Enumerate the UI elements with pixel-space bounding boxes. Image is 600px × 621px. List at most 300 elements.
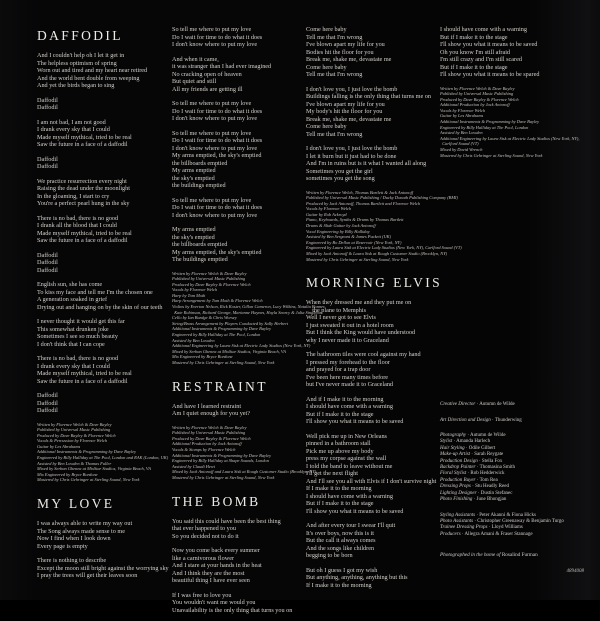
lyric-line: And the world bent double from weeping <box>37 74 140 82</box>
credit-separator: · <box>466 433 470 439</box>
footnote-prefix: Photographed in the home of <box>440 552 502 559</box>
lyric-line: You wouldn't want me would you <box>172 599 256 607</box>
lyric-line: If I make it to the morning <box>306 581 372 589</box>
lyric-line: and prayed for a trap door <box>306 366 371 374</box>
lyric-line: The helpless optimism of spring <box>37 59 117 67</box>
credit-role: Producers <box>440 531 461 537</box>
lyric-line: Made myself mythical, tried to be real <box>37 133 132 141</box>
lyric-line: There is nothing to describe <box>37 557 107 565</box>
credit-separator: · <box>470 452 475 458</box>
song-credits-block <box>172 424 317 481</box>
credit-name: Amanda Harlech <box>456 439 491 445</box>
production-credit-group <box>440 433 590 503</box>
credit-line: Additional Engineering by Laura Sisk at Electric Lady Studios (New York, NY), <box>440 135 580 141</box>
credit-name: Autumn de Wilde <box>470 433 506 439</box>
lyric-line: But if I make it to the stage <box>306 500 374 508</box>
credit-line: Carlford Sound (VT) <box>440 141 479 147</box>
lyric-line: I'll get the next flight <box>306 470 358 478</box>
lyric-stanza <box>172 26 304 49</box>
credit-role: Stylist <box>440 439 453 445</box>
lyric-line: The buildings emptied <box>172 256 228 263</box>
credit-line: Written by Florence Welch & Dave Bayley <box>172 270 247 276</box>
lyric-stanza <box>37 355 171 385</box>
lyric-line: When they dressed me and they put me on <box>306 299 412 307</box>
lyric-line: My arms emptied <box>172 226 216 233</box>
production-credit-group <box>440 418 590 424</box>
lyric-line: But anything, anything, anything but this <box>306 574 408 582</box>
credit-line: Assisted by Ben Lowden <box>440 130 483 136</box>
lyric-line: Daffodil <box>37 104 58 111</box>
lyric-line: And after every tour I swear I'll quit <box>306 522 396 530</box>
credit-separator: · <box>475 402 480 408</box>
lyric-line: This somewhat drunken joke <box>37 325 109 333</box>
lyric-line: Do I wait for time to do what it does <box>172 33 263 41</box>
lyric-line: You're a perfect pearl hung in the sky <box>37 200 130 207</box>
credit-line: Additional Instruments & Programming by Dave Bayley <box>440 119 540 125</box>
credit-separator: · <box>464 445 469 451</box>
credit-line: Guitar by Rob Ackroyd <box>306 211 347 217</box>
lyric-line: I've blown apart my life for you <box>306 100 385 108</box>
credit-line: Drums & Slide Guitar by Jack Antonoff <box>306 223 376 229</box>
lyric-stanza <box>37 119 171 149</box>
lyric-line: Every page is empty <box>37 542 88 550</box>
lyric-line: So tell me where to put my love <box>172 100 252 107</box>
lyric-line: My arms emptied, the sky's emptied <box>172 152 262 159</box>
lyric-stanza <box>172 100 304 123</box>
lyric-stanza <box>306 396 438 426</box>
credit-line: Engineered by Billy Halliday at The Pool, London <box>172 332 261 338</box>
lyric-line: Come here baby <box>306 123 347 130</box>
lyric-line: Daffodil <box>37 155 58 163</box>
lyrics-column-2 <box>172 0 326 621</box>
lyric-stanza <box>37 252 171 275</box>
lyric-line: But if I make it to the stage <box>306 410 374 418</box>
credit-role: Production Buyer <box>440 477 476 483</box>
lyric-line: I was always able to write my way out <box>37 520 133 528</box>
lyric-stanza <box>172 547 304 585</box>
credit-line: Additional Engineering by Laura Sisk at Electric Lady Studios (New York, NY) <box>172 343 311 349</box>
lyric-line: Saw the future in a face of a daffodil <box>37 377 128 385</box>
credit-line: Piano, Keyboards, Synths & Drums by Thomas Bartlett <box>306 217 404 223</box>
lyric-line: I just sweated it out in a hotel room <box>306 321 394 329</box>
credit-role: Styling Assistants <box>440 512 476 518</box>
credit-line: Mixed by Jack Antonoff & Laura Sisk at Rough Customer Studio (Brooklyn, NY) <box>306 251 448 257</box>
lyric-line: And I couldn't help oh I let it get in <box>37 52 125 59</box>
lyric-line: sometimes you get the song <box>306 175 375 182</box>
lyric-stanza <box>37 156 171 171</box>
lyric-line: I drank every sky that I could <box>37 126 110 133</box>
lyric-line: I'll show you what it means to be saved <box>306 507 404 515</box>
lyric-line: But if I make it to the stage <box>440 33 508 41</box>
credit-line: Engineered by Laura Sisk at Electric Lady Studios (New York, NY), Carlford Sound (VT) <box>306 245 462 251</box>
lyric-stanza <box>37 281 171 311</box>
lyric-line: It's over boys, now this is it <box>306 529 374 537</box>
lyric-stanza <box>37 178 171 208</box>
lyric-line: Come here baby <box>306 63 347 71</box>
credit-role: Dressing Props <box>440 484 471 490</box>
credit-line: Assisted by Claudi Hewi <box>172 463 216 469</box>
lyric-line: All my friends are getting ill <box>172 85 243 93</box>
lyric-line: the billboards emptied <box>172 159 228 167</box>
lyric-line: Pick me up above my body <box>306 447 374 455</box>
credit-line: Mixed by David Wrench <box>440 147 483 153</box>
lyric-stanza <box>37 52 171 90</box>
lyric-line: But if I make it to the stage <box>440 63 508 71</box>
credit-role: Trainee Dressing Props <box>440 525 488 531</box>
credit-line: Published by Universal Music Publishing / Ducky Donath Publishing Company (BMI) <box>306 195 458 201</box>
lyric-line: And I'm in ruins but is it what I wanted all along <box>306 160 427 167</box>
credit-line: Produced by Dave Bayley & Florence Welch <box>172 281 251 287</box>
credit-separator: · <box>475 465 480 471</box>
credit-separator: · <box>470 484 476 490</box>
lyric-line: And I think they are the most <box>172 569 245 577</box>
lyric-line: I never thought it would get this far <box>37 318 125 325</box>
lyric-line: Except the moon still bright against the worrying sky <box>37 564 169 572</box>
credit-line: Engineered by Bo Dellon at Reservoir (New York, NY) <box>306 239 402 245</box>
lyric-line: Sometimes I see so much beauty <box>37 333 118 340</box>
lyric-stanza <box>306 522 438 560</box>
credit-line: Published by Universal Music Publishing <box>172 276 246 282</box>
lyric-line: But I think the King would have understood <box>306 329 416 337</box>
lyric-line: And have I learned restraint <box>172 402 242 410</box>
production-credit-line <box>440 497 590 503</box>
lyric-line: The bathroom tiles were cool against my hand <box>306 351 421 359</box>
credit-name: June Bhongjan <box>476 497 507 503</box>
credit-line: Guitar by Les Abrahams <box>37 443 81 449</box>
lyric-line: I've been here many times before <box>306 373 389 381</box>
credit-separator: · <box>487 525 492 531</box>
lyric-line: English sun, she has come <box>37 281 103 288</box>
lyric-line: Saw the future in a face of a daffodil <box>37 141 128 148</box>
lyric-line: My arms emptied <box>172 167 216 174</box>
lyric-line: I don't love you, I just love the bomb <box>306 145 398 152</box>
lyric-line: press my corpse against the wall <box>306 455 387 463</box>
lyric-line: I don't know where to put my love <box>172 211 258 219</box>
lyric-stanza <box>37 557 171 580</box>
lyrics-column-1 <box>37 0 171 587</box>
credit-line: Cello by Ian Burdge & Chris Worsey <box>172 315 237 321</box>
credit-name: Rob Hedderwick <box>470 471 505 477</box>
photo-location-footnote <box>440 552 590 558</box>
lyric-stanza <box>306 433 438 516</box>
credit-line: Mastered by Chris Gehringer at Sterling Sound, New York <box>172 474 275 480</box>
credit-name: Autumn de Wilde <box>479 402 515 408</box>
lyric-line: But oh I guess I got my wish <box>306 566 378 574</box>
lyric-line: Raising the dead under the moonlight <box>37 185 130 192</box>
credit-line: Published by Universal Music Publishing <box>440 91 514 97</box>
credit-line: Vocals & Percussion by Florence Welch <box>37 438 108 444</box>
lyric-stanza <box>172 56 304 94</box>
credit-name: Stella Fox <box>481 458 503 464</box>
lyric-line: So you decided not to do it <box>172 532 239 540</box>
credit-role: Production Design <box>440 458 478 464</box>
credit-line: String/Brass Arrangement by Players Conducted by Sally Herbert <box>172 320 289 326</box>
lyric-line: Now I find when I look down <box>37 535 111 543</box>
lyric-line: I don't know where to put my love <box>172 115 258 122</box>
credit-line: Mix Engineered by Bryce Bordone <box>172 354 233 360</box>
credit-separator: · <box>452 439 457 445</box>
lyric-line: So tell me where to put my love <box>172 26 252 33</box>
lyric-line: Come here baby <box>306 26 347 33</box>
lyric-stanza <box>306 86 438 139</box>
lyric-line: If I make it to the morning <box>306 485 372 493</box>
lyric-line: In the gloaming, I start to cry <box>37 192 110 200</box>
credit-line: Mix Engineered by Bryce Bordone <box>37 471 98 477</box>
lyric-line: To kiss my face and tell me I'm the chosen one <box>37 288 153 296</box>
catalog-number: 4894008 <box>566 569 584 575</box>
lyric-line: I pray the trees will get their leaves soon <box>37 572 138 580</box>
lyric-line: Bodies hit the floor for you <box>306 48 374 56</box>
lyric-line: So tell me where to put my love <box>172 129 252 137</box>
lyric-line: I'll show you what it means to be saved <box>306 418 404 426</box>
song-title: MORNING ELVIS <box>306 275 443 291</box>
credit-role: Art Direction and Design <box>440 417 491 423</box>
lyric-stanza <box>172 226 304 264</box>
credit-line: Written by Florence Welch & Dave Bayley <box>37 421 112 427</box>
credit-line: Written by Florence Welch & Dave Bayley <box>440 85 515 91</box>
credit-line: Additional Production by Jack Antonoff <box>172 441 242 447</box>
song-credits-block <box>306 189 462 263</box>
lyric-line: Daffodil <box>37 96 58 104</box>
credit-name: Peter Akanni & Fiona Hicks <box>479 512 536 518</box>
lyric-line: the plane to Memphis <box>306 306 366 314</box>
credit-line: Produced by Dave Bayley & Florence Welch <box>440 96 519 102</box>
lyric-line: Daffodil <box>37 163 58 170</box>
lyric-line: So tell me where to put my love <box>172 196 252 204</box>
credit-line: Additional Production by Jack Antonoff <box>440 102 510 108</box>
lyric-line: There is no bad, there is no good <box>37 214 119 222</box>
credit-name: Lloyd Williams <box>491 525 523 531</box>
credit-line: Vocals by Florence Welch <box>172 287 218 293</box>
credit-name: Sarah Reygate <box>474 452 504 458</box>
credit-line: Written by Florence Welch & Dave Bayley <box>172 424 247 430</box>
lyric-line: Saw the future in a face of a daffodil <box>37 237 128 244</box>
lyric-stanza <box>172 518 304 541</box>
song-credits-block <box>440 86 590 159</box>
lyric-line: I let it burn but it just had to be done <box>306 152 397 160</box>
song-credits-block <box>37 422 171 484</box>
lyric-line: I should have come with a warning <box>306 403 393 411</box>
credit-role: Make-up Artist <box>440 452 471 458</box>
credit-line: Additional Instruments & Programming by Dave Bayley <box>172 326 272 332</box>
lyric-line: Daffodil <box>37 407 58 414</box>
credit-line: Mixed by Serban Ghenea at MixStar Studios, Virginia Beach, VA <box>172 348 286 354</box>
lyric-line: I drank all the blood that I could <box>37 222 117 229</box>
lyric-line: But the call it always comes <box>306 537 376 545</box>
lyric-line: And the songs like children <box>306 544 375 552</box>
credit-line: Vocals by Florence Welch <box>440 107 486 113</box>
lyric-line: I don't think that I can cope <box>37 340 105 348</box>
lyric-line: But quiet and still <box>172 78 217 85</box>
lyric-line: Made myself mythical, tried to be real <box>37 370 132 377</box>
production-credit-group <box>440 513 590 539</box>
credit-line: Produced by Dave Bayley & Florence Welch <box>172 435 251 441</box>
lyric-stanza <box>172 197 304 220</box>
credit-role: Photo Assistants <box>440 518 474 524</box>
lyric-line: Tell me that I'm wrong <box>306 130 363 138</box>
credit-line: Mixed by Serban Ghenea at MixStar Studios, Virginia Beach, VA <box>37 466 151 472</box>
credit-line: Engineered by Billy Halliday at The Pool, London <box>440 124 529 130</box>
lyric-line: Do I wait for time to do what it does <box>172 137 263 144</box>
credit-line: Mastered by Chris Gehringer at Sterling Sound, New York <box>440 152 543 158</box>
credit-separator: · <box>460 531 465 537</box>
credit-line: Additional Instruments & Programming by Dave Bayley <box>37 449 137 455</box>
lyric-line: I don't love you, I just love the bomb <box>306 85 398 93</box>
lyric-line: the sky's emptied <box>172 174 215 182</box>
credit-separator: · <box>475 477 480 483</box>
credit-line: Published by Universal Music Publishing <box>172 430 246 436</box>
credit-separator: · <box>466 471 471 477</box>
credit-separator: · <box>472 497 477 503</box>
lyric-line: My arms emptied, the sky's emptied <box>172 248 262 256</box>
credit-line: Produced by Jack Antonoff, Thomas Bartlett and Florence Welch <box>306 200 421 206</box>
lyric-line: I told the band to leave without me <box>306 462 393 470</box>
lyric-line: Break me, shake me, devastate me <box>306 56 392 63</box>
credit-line: Vocals & Stomps by Florence Welch <box>172 446 236 452</box>
lyric-stanza <box>172 403 304 418</box>
lyric-line: Daffodil <box>37 259 58 266</box>
lyric-line: Made myself mythical, tried to be real <box>37 229 132 237</box>
credit-separator: · <box>473 518 478 524</box>
credit-line: Vocal Engineering by Billy Halliday <box>306 228 370 234</box>
song-title: MY LOVE <box>37 496 115 512</box>
lyric-line: A generation soaked in grief <box>37 296 108 303</box>
lyric-line: Tell me that I'm wrong <box>306 71 363 78</box>
credit-line: Violins by Everton Nelson, Rick Koster, Gillon Cameron, Lucy Wilkins, Natalia Bonner, <box>172 304 326 310</box>
lyric-line: Daffodil <box>37 266 58 274</box>
credit-line: Kate Robinson, Richard George, Marianne Haynes, Hayla Searcy & Julia Singleton <box>172 309 323 315</box>
credit-line: Assisted by Ben Sergeant & James Puckett (UK) <box>306 234 392 240</box>
lyric-stanza <box>37 392 171 415</box>
lyric-line: If I was free to love you <box>172 591 232 599</box>
credit-line: Additional Instruments & Programming by Dave Bayley <box>172 452 272 458</box>
song-credits-block <box>172 270 326 366</box>
lyric-stanza <box>172 130 304 190</box>
credit-line: Mastered by Chris Gehringer at Sterling Sound, New York <box>306 256 409 262</box>
lyric-line: And if I make it to the morning <box>306 395 384 403</box>
lyric-stanza <box>306 351 438 389</box>
lyric-line: I'm still crazy and I'm still scared <box>440 56 522 63</box>
lyric-line: the buildings emptied <box>172 182 226 189</box>
lyric-line: I pressed my forehead to the floor <box>306 358 390 366</box>
lyric-line: We practice resurrection every night <box>37 177 127 185</box>
lyric-line: pinned in a bathroom stall <box>306 440 371 448</box>
lyric-line: I drank every sky that I could <box>37 362 110 370</box>
lyric-stanza <box>37 97 171 112</box>
lyric-line: I don't know where to put my love <box>172 41 258 48</box>
lyric-line: And I stare at your hands in the heat <box>172 562 262 570</box>
lyric-line: Well pick me up in New Orleans <box>306 432 387 440</box>
lyric-line: the billboards emptied <box>172 241 228 248</box>
credit-separator: · <box>476 490 481 496</box>
credit-name: Thunderwing <box>494 417 522 423</box>
credit-separator: · <box>477 458 482 464</box>
lyric-line: begging to be born <box>306 552 353 560</box>
lyrics-column-4 <box>440 0 590 574</box>
credit-role: Hair Styling <box>440 445 465 451</box>
lyric-line: Do I wait for time to do what it does <box>172 204 263 211</box>
lyric-stanza <box>306 145 438 183</box>
credit-line: Mastered by Chris Gehringer at Sterling Sound, New York <box>37 477 140 483</box>
lyric-stanza <box>306 26 438 79</box>
lyric-line: No cracking open of heaven <box>172 70 242 78</box>
song-title: DAFFODIL <box>37 28 123 43</box>
credit-role: Photography <box>440 433 467 439</box>
lyric-stanza <box>37 318 171 348</box>
lyric-line: I should have come with a warning <box>306 492 393 500</box>
song-title: THE BOMB <box>172 493 261 509</box>
credit-line: Guitar by Les Abrahams <box>440 113 484 119</box>
lyric-line: And I'll see you all with Elvis if I don't survive night <box>306 477 437 485</box>
lyric-stanza <box>306 299 438 344</box>
lyric-line: Am I quiet enough for you yet? <box>172 410 251 418</box>
lyric-line: Daffodil <box>37 251 58 259</box>
song-title: RESTRAINT <box>172 378 268 394</box>
lyric-line: Oh you know I'm still afraid <box>440 48 511 56</box>
lyric-line: Do I wait for time to do what it does <box>172 107 263 115</box>
credit-line: Assisted by Ben Lowden & Thomas Fuller <box>37 460 112 466</box>
lyric-line: There is no bad, there is no good <box>37 355 119 362</box>
credit-line: Mixed by Jack Antonoff and Laura Sisk at Rough Customer Studio (Brooklyn, NY) <box>172 469 317 475</box>
credit-separator: · <box>475 512 480 518</box>
credit-line: Written by Florence Welch, Thomas Bartlett & Jack Antonoff <box>306 189 414 195</box>
credit-name: Allegra Amani & Fraser Stannage <box>464 531 533 537</box>
credit-role: Backdrop Painter <box>440 465 476 471</box>
lyric-line: I'll show you what it means to be saved <box>440 41 538 48</box>
lyric-line: Break me, shake me, devastate me <box>306 115 392 123</box>
lyric-line: I should have come with a warning <box>440 26 527 33</box>
footnote-name: Rosalind Furman <box>501 552 538 559</box>
credit-role: Floral Stylist <box>440 471 467 477</box>
credit-line: Assisted by Ben Lowden <box>172 337 215 343</box>
lyric-line: Worn out and tired and my heart near retired <box>37 67 148 74</box>
lyric-line: You said this could have been the best thing <box>172 517 281 525</box>
lyric-line: like a carnivorous flower <box>172 554 235 562</box>
lyric-line: Buildings falling is the only thing that turns me on <box>306 93 431 100</box>
lyric-line: Well I never got to see Elvis <box>306 314 376 322</box>
lyric-line: Sometimes you get the girl <box>306 167 373 175</box>
credit-line: Engineered by Billy Halliday at The Pool, London and RAK (London, UK) <box>37 455 169 461</box>
credit-line: Mastered by Chris Gehringer at Sterling Sound, New York <box>172 360 275 365</box>
lyric-line: My body's hit the floor for you <box>306 108 383 115</box>
lyric-line: Daffodil <box>37 399 58 407</box>
lyric-stanza <box>37 215 171 245</box>
lyric-line: Now you come back every summer <box>172 547 260 555</box>
lyric-stanza <box>37 520 171 550</box>
lyric-line: the sky's emptied <box>172 233 215 241</box>
credit-line: Vocals by Florence Welch <box>306 206 352 212</box>
credit-name: Christopher Greenaway & Benjamin Turgo <box>477 518 564 524</box>
credit-name: Dustin Stefanec <box>480 490 513 496</box>
lyric-line: I'll show you what it means to be spared <box>440 71 540 78</box>
lyric-line: but I've never made it to Graceland <box>306 381 394 389</box>
credit-name: Odile Gilbert <box>468 445 496 451</box>
production-credit-line <box>440 532 590 538</box>
production-credits <box>440 402 590 538</box>
credit-line: Engineered by Billy Halliday at Shape Sounds, London <box>172 458 269 464</box>
lyric-line: why I never made it to Graceland <box>306 336 389 344</box>
credit-role: Creative Director <box>440 402 476 408</box>
lyric-line: And yet the birds began to sing <box>37 82 115 89</box>
lyric-line: it was stranger than I had ever imagined <box>172 63 272 70</box>
lyric-line: I am not bad, I am not good <box>37 118 106 126</box>
lyric-line: Tell me that I'm wrong <box>306 33 363 41</box>
lyric-line: I've blown apart my life for you <box>306 41 385 48</box>
credit-separator: · <box>490 417 495 423</box>
lyric-line: I don't know where to put my love <box>172 144 258 152</box>
credit-name: Thomasina Smith <box>479 465 516 471</box>
credit-line: Published by Universal Music Publishing <box>37 427 111 433</box>
